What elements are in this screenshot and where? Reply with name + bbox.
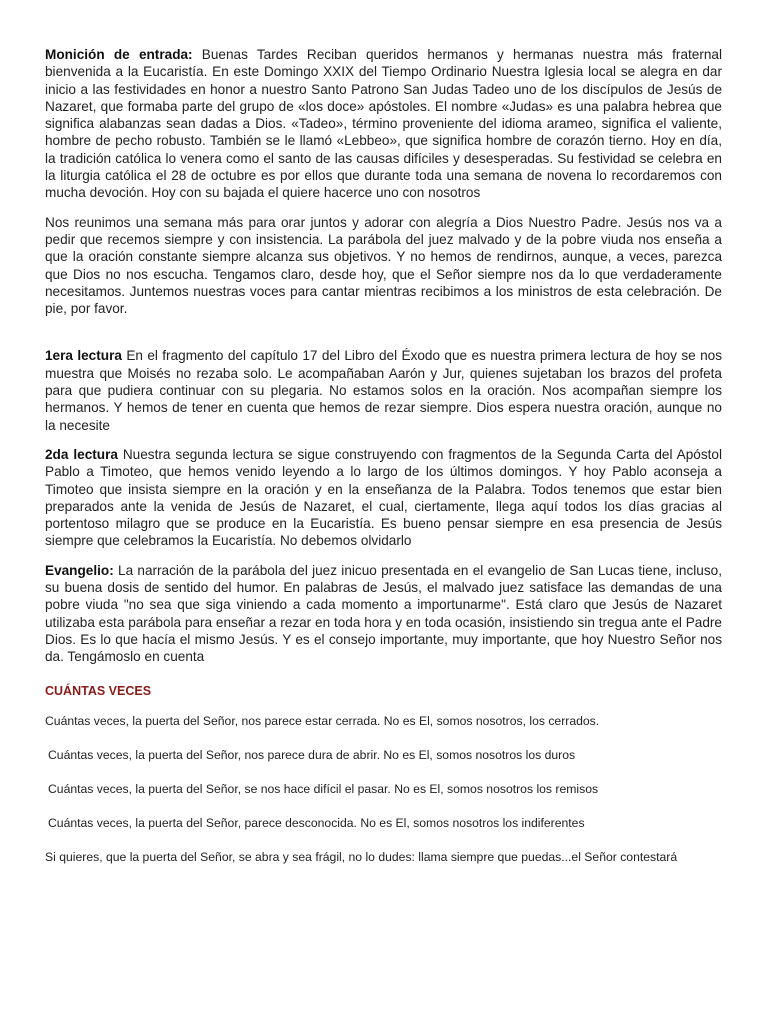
lectura2-paragraph (45, 446, 722, 550)
poem-line: Cuántas veces, la puerta del Señor, nos parece dura de abrir. No es El, somos nosotros los duros (48, 747, 576, 762)
monicion-text: Buenas Tardes Reciban queridos hermanos y hermanas nuestra más fraternal bienvenida a la Eucaristía. En este Domingo XXIX del Tiempo Ordinario Nuestra Iglesia local se alegra en dar inicio a las festividades en honor a nuestro Santo Patrono San Judas Tadeo uno de los discípulos de Jesús de Nazaret, que formaba parte del grupo de «los doce» apóstoles. El nombre «Judas» es una palabra hebrea que significa alabanzas sean dadas a Dios. «Tadeo», término proveniente del idioma arameo, significa el valiente, hombre de pecho robusto. También se le llamó «Lebbeo», que significa hombre de corazón tierno. Hoy en día, la tradición católica lo venera como el santo de las causas difíciles y desesperadas. Su festividad se celebra en la liturgia católica el 28 de octubre es por ellos que durante toda una semana de novena lo recordaremos con mucha devoción. Hoy con su bajada el quiere hacerce uno con nosotros (45, 47, 723, 201)
document-body (45, 46, 722, 884)
evangelio-paragraph (45, 562, 722, 666)
lectura2-label: 2da lectura (45, 446, 118, 462)
evangelio-label: Evangelio: (45, 562, 114, 578)
evangelio-text: La narración de la parábola del juez inicuo presentada en el evangelio de San Lucas tiene, incluso, su buena dosis de sentido del humor. En palabras de Jesús, el malvado juez satisface las demandas de una pobre viuda "no sea que siga viniendo a cada momento a importunarme". Está claro que Jesús de Nazaret utilizaba esta parábola para enseñar a rezar en toda hora y en toda ocasión, insistiendo sin tregua ante el Padre Dios. Es lo que hacía el mismo Jesús. Y es el consejo importante, muy importante, que hoy Nuestro Señor nos da. Tengámoslo en cuenta (45, 562, 722, 665)
monicion-text-2: Nos reunimos una semana más para orar juntos y adorar con alegría a Dios Nuestro Padre. Jesús nos va a pedir que recemos siempre y con insistencia. La parábola del juez malvado y de la pobre viuda nos enseña a que la oración constante siempre alcanza sus objetivos. Y no hemos de rendirnos, aunque, a veces, parezca que Dios no nos escucha. Tengamos claro, desde hoy, que el Señor siempre nos da lo que verdaderamente necesitamos. Juntemos nuestras voces para cantar mientras recibimos a los ministros de esta celebración. De pie, por favor. (45, 214, 722, 317)
lectura2-text: Nuestra segunda lectura se sigue construyendo con fragmentos de la Segunda Carta del Apóstol Pablo a Timoteo, que hemos venido leyendo a lo largo de los últimos domingos. Y hoy Pablo aconseja a Timoteo que insista siempre en la oración y en la enseñanza de la Palabra. Todos tenemos que estar bien preparados ante la venida de Jesús de Nazaret, el cual, ciertamente, llega aquí todos los días gracias al portentoso milagro que se produce en la Eucaristía. Es bueno pensar siempre en esa presencia de Jesús siempre que celebramos la Eucaristía. No debemos olvidarlo (45, 446, 722, 549)
lectura1-label: 1era lectura (45, 348, 122, 364)
monicion-paragraph-2 (45, 214, 722, 318)
poem-line: Si quieres, que la puerta del Señor, se abra y sea frágil, no lo dudes: llama siempre que puedas...el Señor contestará (45, 849, 678, 864)
monicion-paragraph (45, 46, 722, 202)
lectura1-text: En el fragmento del capítulo 17 del Libro del Éxodo que es nuestra primera lectura de hoy se nos muestra que Moisés no rezaba solo. Le acompañaban Aarón y Jur, quienes sujetaban los brazos del profeta para que pudiera continuar con su plegaria. No estamos solos en la oración. Nos acompañan siempre los hermanos. Y hemos de tener en cuenta que hemos de rezar siempre. Dios espera nuestra oración, aunque no la necesite (45, 348, 723, 433)
spacer (45, 329, 722, 347)
poem-line: Cuántas veces, la puerta del Señor, nos parece estar cerrada. No es El, somos nosotros, los cerrados. (45, 713, 600, 728)
poem-line: Cuántas veces, la puerta del Señor, parece desconocida. No es El, somos nosotros los indiferentes (48, 815, 585, 830)
monicion-label: Monición de entrada: (45, 47, 193, 62)
lectura1-paragraph (45, 347, 722, 433)
poem-title: CUÁNTAS VECES (45, 683, 152, 698)
poem-line: Cuántas veces, la puerta del Señor, se nos hace difícil el pasar. No es El, somos nosotros los remisos (48, 781, 599, 796)
